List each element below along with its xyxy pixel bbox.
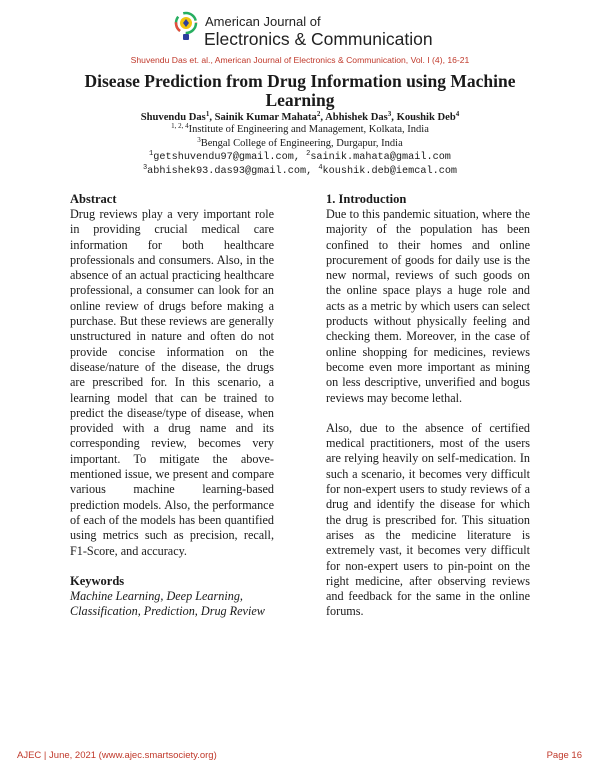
author-sup: 3 xyxy=(387,110,392,118)
email-line-2: $^3$abhishek93.das93@gmail.com, $^4$koushik.deb@iemcal.com xyxy=(142,164,458,177)
footer-journal-info: AJEC | June, 2021 (www.ajec.smartsociety.org) xyxy=(17,750,217,761)
journal-name-line1: American Journal of xyxy=(205,14,321,29)
abstract-body: Drug reviews play a very important role in providing crucial medical care information for both healthcare professionals and consumers. Also, in the absence of an actual practicing healthcare professional, a consumer can look for an online review of drugs before making a purchase. But these reviews are generally unstructured in nature and often do not provide concise information on the disease/nature of the disease, the drugs are prescribed for. In this scenario, a learning model that can be trained to predict the disease/type of disease, when provided with a drug name and its corresponding review, becomes very important. To mitigate the above-mentioned issue, we present and compare various machine learning-based prediction models. Also, the performance of each of the models has been quantified using metrics such as precision, recall, F1-Score, and accuracy. xyxy=(70,207,274,558)
introduction-paragraph-1: Due to this pandemic situation, where the majority of the population has been confined to their homes and online procurement of goods for daily use is the new normal, reviews of such goods on the online space plays a huge role and acts as a metric by which users can select products without physically feeling and checking them. Moreover, in the case of online shopping for medicines, reviews become even more important as mining on less descriptive, unverified and bogus reviews may become lethal. xyxy=(326,207,530,405)
author-name: Koushik Deb xyxy=(396,112,456,123)
email-sup: 1 xyxy=(149,150,154,158)
citation-line: Shuvendu Das et. al., American Journal of Electronics & Communication, Vol. I (4), 16-21 xyxy=(130,55,470,65)
email-text: sainik.mahata@gmail.com xyxy=(310,152,451,163)
email-text: koushik.deb@iemcal.com xyxy=(322,166,458,177)
introduction-paragraph-2: Also, due to the absence of certified medical practitioners, most of the users are relying heavily on self-medication. In such a scenario, it becomes very difficult for non-expert users to study reviews of a drug and identify the disease for which the drug is prescribed for. This situation arises as the medicine literature is extremely vast, it becomes very difficult for non-expert users to pin-point on the right medicine, after observing reviews and feedback for the same in the online forums. xyxy=(326,420,530,619)
author-name: Sainik Kumar Mahata xyxy=(214,112,317,123)
author-sup: 1 xyxy=(205,110,210,118)
email-sup: 4 xyxy=(318,164,323,172)
paper-title: Disease Prediction from Drug Information using Machine Learning xyxy=(84,71,516,110)
email-text: abhishek93.das93@gmail.com xyxy=(147,166,307,177)
affiliation-1 xyxy=(0,124,600,136)
affiliation-sup: 3 xyxy=(197,136,201,144)
keywords-heading: Keywords xyxy=(70,573,125,588)
journal-header xyxy=(0,8,600,50)
journal-logo-icon xyxy=(172,10,200,44)
right-column xyxy=(326,192,530,620)
keywords-body: Machine Learning, Deep Learning, Classification, Prediction, Drug Review xyxy=(70,588,265,619)
affiliation-text: Institute of Engineering and Management, Kolkata, India xyxy=(188,124,429,135)
email-text: getshuvendu97@gmail.com xyxy=(153,152,294,163)
left-column xyxy=(70,192,274,619)
affiliation-sup: 1, 2, 4 xyxy=(171,122,189,130)
email-line-1: $^1$getshuvendu97@gmail.com, $^2$sainik.mahata@gmail.com xyxy=(149,150,451,163)
abstract-heading: Abstract xyxy=(70,192,117,206)
introduction-heading: 1. Introduction xyxy=(326,192,407,206)
affiliation-text: Bengal College of Engineering, Durgapur, India xyxy=(200,138,403,149)
email-sup: 2 xyxy=(306,150,311,158)
footer-page-number: Page 16 xyxy=(546,750,582,761)
author-name: Shuvendu Das xyxy=(140,112,206,123)
author-sup: 4 xyxy=(455,110,460,118)
email-sup: 3 xyxy=(142,164,148,172)
journal-name-line2: Electronics & Communication xyxy=(204,29,433,49)
author-list: Shuvendu Das$^1$, Sainik Kumar Mahata$^2$, Abhishek Das$^3$, Koushik Deb$^4$ xyxy=(140,110,460,123)
affiliation-2 xyxy=(0,138,600,150)
author-name: Abhishek Das xyxy=(325,112,388,123)
author-sup: 2 xyxy=(316,110,321,118)
